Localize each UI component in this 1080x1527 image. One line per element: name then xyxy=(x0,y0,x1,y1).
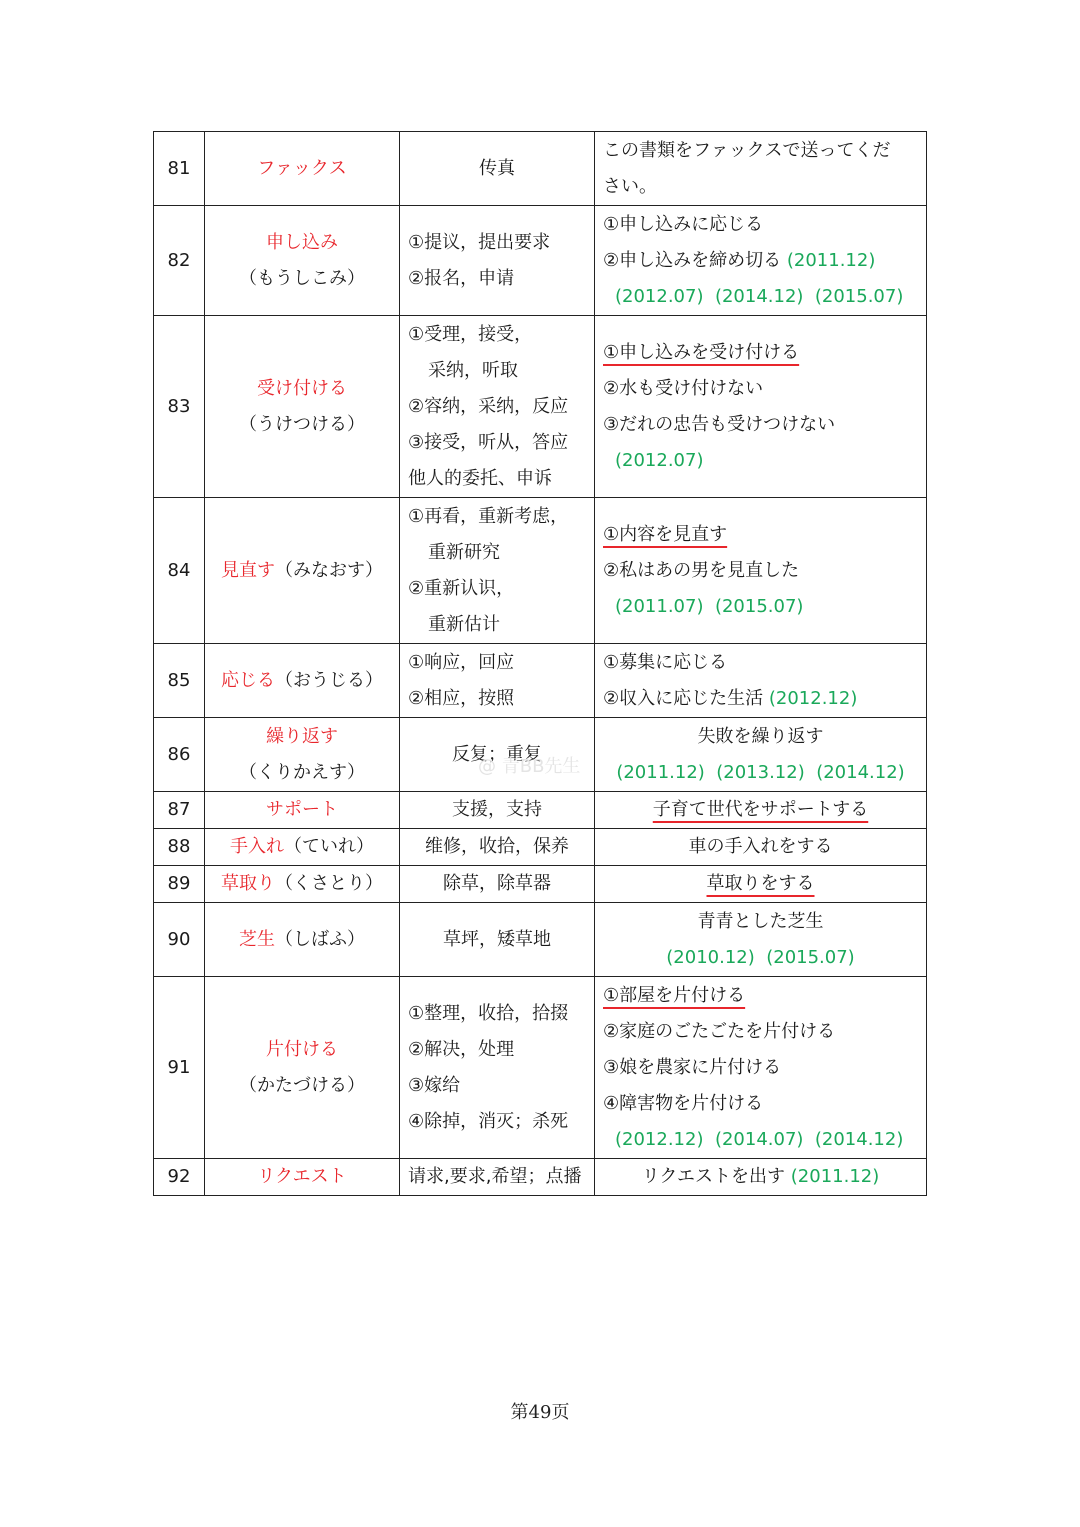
meaning-cell xyxy=(400,206,595,316)
example-line: さい。 xyxy=(603,175,657,197)
table-row xyxy=(154,903,927,977)
meaning-cell xyxy=(400,644,595,718)
meaning-line: ①响应，回应 xyxy=(408,651,515,673)
example-cell xyxy=(595,132,927,206)
word-reading: （みなおす） xyxy=(275,559,383,581)
table-row xyxy=(154,206,927,316)
example-line: 子育て世代をサポートする xyxy=(652,799,869,820)
example-line: 車の手入れをする xyxy=(688,836,833,857)
meaning-line: ③嫁给 xyxy=(408,1074,461,1096)
exam-year: (2014.12) xyxy=(714,285,804,307)
example-line: ①募集に応じる xyxy=(603,651,728,673)
word-text: 受け付ける xyxy=(257,377,347,399)
row-number: 83 xyxy=(154,316,205,498)
example-cell xyxy=(595,792,927,829)
word-cell xyxy=(205,1159,400,1196)
meaning-line: 维修，收拾，保养 xyxy=(425,836,569,857)
meaning-line: ②解决，处理 xyxy=(408,1038,515,1060)
word-text: 申し込み xyxy=(266,231,338,253)
example-line: ①部屋を片付ける xyxy=(603,984,746,1006)
example-line: ③娘を農家に片付ける xyxy=(603,1056,782,1078)
example-line: ②収入に応じた生活 xyxy=(603,687,764,709)
exam-year: (2011.12) xyxy=(790,1166,880,1187)
word-text: 手入れ xyxy=(230,836,284,857)
example-line: 青青とした芝生 xyxy=(697,910,824,932)
word-cell xyxy=(205,866,400,903)
example-line: ④障害物を片付ける xyxy=(603,1092,764,1114)
meaning-line: 草坪，矮草地 xyxy=(443,928,551,950)
example-cell xyxy=(595,866,927,903)
meaning-line: ①提议，提出要求 xyxy=(408,231,551,253)
example-line: 草取りをする xyxy=(706,873,815,894)
example-cell xyxy=(595,977,927,1159)
exam-year: (2012.07) xyxy=(615,285,704,307)
meaning-cell xyxy=(400,829,595,866)
meaning-cell xyxy=(400,498,595,644)
word-text: 繰り返す xyxy=(266,725,338,747)
word-text: 片付ける xyxy=(266,1038,338,1060)
word-text: ファックス xyxy=(257,157,347,179)
row-number: 82 xyxy=(154,206,205,316)
meaning-cell xyxy=(400,792,595,829)
word-reading: （かたづける） xyxy=(239,1074,365,1096)
meaning-line: 除草，除草器 xyxy=(443,873,551,894)
meaning-line: ②容纳，采纳，反应 xyxy=(408,395,569,417)
meaning-cell xyxy=(400,903,595,977)
word-cell xyxy=(205,977,400,1159)
example-line: ①申し込みを受け付ける xyxy=(603,341,800,363)
exam-year: (2014.12) xyxy=(814,1128,904,1150)
example-cell xyxy=(595,1159,927,1196)
example-line: ①申し込みに応じる xyxy=(603,213,764,235)
meaning-line: ①再看，重新考虑， xyxy=(408,505,569,527)
example-line: ③だれの忠告も受けつけない xyxy=(603,413,836,435)
meaning-line: 支援，支持 xyxy=(452,799,542,820)
exam-year: (2015.07) xyxy=(814,285,904,307)
word-cell xyxy=(205,829,400,866)
word-reading: （ていれ） xyxy=(284,836,374,857)
word-reading: （おうじる） xyxy=(275,669,383,691)
row-number: 84 xyxy=(154,498,205,644)
word-reading: （くりかえす） xyxy=(239,761,365,783)
meaning-cell xyxy=(400,1159,595,1196)
table-row xyxy=(154,866,927,903)
word-cell xyxy=(205,903,400,977)
word-cell xyxy=(205,644,400,718)
word-cell xyxy=(205,718,400,792)
table-row xyxy=(154,1159,927,1196)
word-cell xyxy=(205,132,400,206)
row-number: 81 xyxy=(154,132,205,206)
word-text: サポート xyxy=(266,799,338,820)
exam-year: (2015.07) xyxy=(714,595,804,617)
meaning-line: 重新估计 xyxy=(428,613,500,635)
watermark: @ 青BB先生 xyxy=(478,756,581,777)
word-cell xyxy=(205,498,400,644)
meaning-line: 反复；重复 xyxy=(452,743,542,765)
meaning-line: ②报名，申请 xyxy=(408,267,515,289)
table-row xyxy=(154,498,927,644)
table-row xyxy=(154,829,927,866)
word-reading: （くさとり） xyxy=(275,873,383,894)
meaning-line: ①受理，接受， xyxy=(408,323,533,345)
meaning-cell xyxy=(400,977,595,1159)
word-text: 見直す xyxy=(221,559,275,581)
meaning-line: ①整理，收拾，拾掇 xyxy=(408,1002,569,1024)
row-number: 87 xyxy=(154,792,205,829)
exam-year: (2014.12) xyxy=(816,761,905,783)
row-number: 92 xyxy=(154,1159,205,1196)
table-row xyxy=(154,316,927,498)
word-text: リクエスト xyxy=(257,1166,347,1187)
word-reading: （しばふ） xyxy=(275,928,365,950)
table-row xyxy=(154,977,927,1159)
exam-year: (2015.07) xyxy=(766,946,855,968)
meaning-cell xyxy=(400,132,595,206)
example-line: 失敗を繰り返す xyxy=(697,725,824,747)
example-cell xyxy=(595,316,927,498)
word-text: 草取り xyxy=(221,873,275,894)
meaning-line: ③接受，听从，答应 xyxy=(408,431,569,453)
example-cell xyxy=(595,206,927,316)
page-number: 第49页 xyxy=(510,1402,570,1423)
example-line: リクエストを出す xyxy=(641,1166,786,1187)
example-line: ①内容を見直す xyxy=(603,523,728,545)
meaning-line: 他人的委托、申诉 xyxy=(408,467,552,489)
example-line: この書類をファックスで送ってくだ xyxy=(603,139,891,161)
example-cell xyxy=(595,829,927,866)
meaning-line: 采纳，听取 xyxy=(428,359,518,381)
row-number: 85 xyxy=(154,644,205,718)
table-row xyxy=(154,644,927,718)
example-line: ②私はあの男を見直した xyxy=(603,559,800,581)
exam-year: (2012.12) xyxy=(768,687,858,709)
exam-year: (2011.12) xyxy=(786,249,876,271)
example-cell xyxy=(595,903,927,977)
word-text: 芝生 xyxy=(239,928,275,950)
word-cell xyxy=(205,316,400,498)
example-cell xyxy=(595,498,927,644)
exam-year: (2011.07) xyxy=(615,595,704,617)
meaning-line: 重新研究 xyxy=(428,541,500,563)
meaning-cell xyxy=(400,866,595,903)
word-reading: （もうしこみ） xyxy=(239,267,365,289)
exam-year: (2010.12) xyxy=(666,946,755,968)
word-reading: （うけつける） xyxy=(239,413,365,435)
meaning-line: ②重新认识， xyxy=(408,577,515,599)
word-text: 応じる xyxy=(221,669,275,691)
meaning-line: 传真 xyxy=(479,157,515,179)
exam-year: (2012.12) xyxy=(615,1128,704,1150)
meaning-line: 请求,要求,希望；点播 xyxy=(408,1166,582,1187)
row-number: 88 xyxy=(154,829,205,866)
word-cell xyxy=(205,206,400,316)
exam-year: (2012.07) xyxy=(615,449,704,471)
example-cell xyxy=(595,644,927,718)
meaning-cell xyxy=(400,316,595,498)
row-number: 89 xyxy=(154,866,205,903)
meaning-line: ②相应，按照 xyxy=(408,687,515,709)
row-number: 90 xyxy=(154,903,205,977)
row-number: 86 xyxy=(154,718,205,792)
meaning-line: ④除掉，消灭；杀死 xyxy=(408,1110,569,1132)
table-row xyxy=(154,792,927,829)
example-line: ②水も受け付けない xyxy=(603,377,764,399)
table-row xyxy=(154,132,927,206)
example-line: ②申し込みを締め切る xyxy=(603,249,782,271)
exam-year: (2014.07) xyxy=(714,1128,804,1150)
exam-year: (2013.12) xyxy=(716,761,805,783)
exam-year: (2011.12) xyxy=(616,761,705,783)
example-line: ②家庭のごたごたを片付ける xyxy=(603,1020,836,1042)
example-cell xyxy=(595,718,927,792)
row-number: 91 xyxy=(154,977,205,1159)
vocab-table xyxy=(153,131,927,1196)
word-cell xyxy=(205,792,400,829)
